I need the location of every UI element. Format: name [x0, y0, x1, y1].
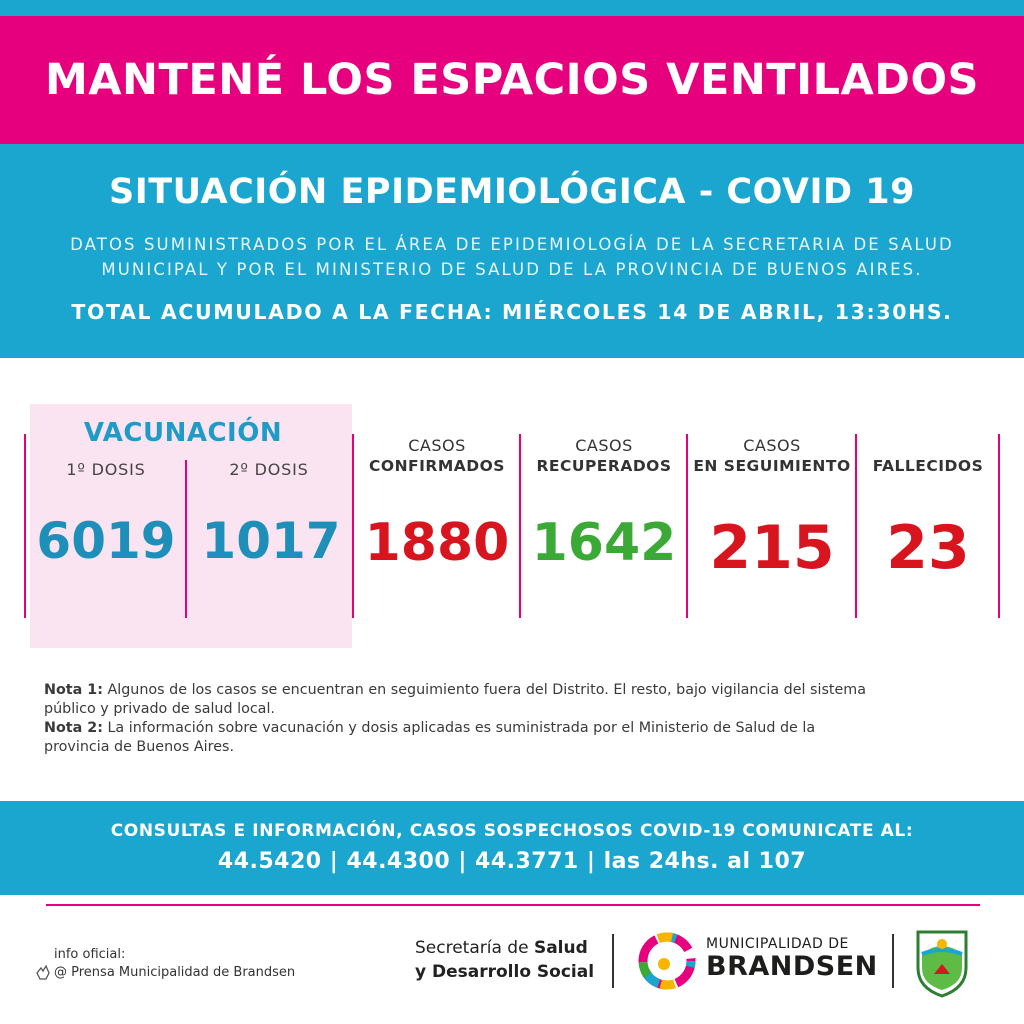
cumulative-date: TOTAL ACUMULADO A LA FECHA: MIÉRCOLES 14 DE ABRIL, 13:30HS. — [71, 300, 953, 324]
vaccination-title: VACUNACIÓN — [83, 418, 283, 448]
seguimiento-value: 215 — [709, 513, 835, 583]
seguimiento-label-line2: EN SEGUIMIENTO — [693, 457, 851, 475]
secretaria-line1 — [415, 936, 594, 960]
contact-phones: 44.5420 | 44.4300 | 44.3771 | las 24hs. al 107 — [217, 849, 807, 874]
dosis1-label: 1º DOSIS — [66, 460, 146, 479]
seguimiento-label-line1: CASOS — [743, 436, 801, 455]
recuperados-label-line2: RECUPERADOS — [536, 457, 672, 475]
fallecidos-label-line2: FALLECIDOS — [872, 457, 984, 475]
banner-title: MANTENÉ LOS ESPACIOS VENTILADOS — [44, 55, 980, 105]
header-subtitle: SITUACIÓN EPIDEMIOLÓGICA - COVID 19 — [109, 172, 915, 212]
confirmados-label — [354, 436, 520, 476]
data-source-text: DATOS SUMINISTRADOS POR EL ÁREA DE EPIDEMIOLOGÍA DE LA SECRETARIA DE SALUD MUNICIPAL Y POR EL MINISTERIO DE SALUD DE LA PROVINCIA DE BUENOS AIRES. — [70, 235, 954, 279]
municipal-line2: BRANDSEN — [706, 951, 878, 982]
confirmados-value: 1880 — [364, 513, 510, 573]
note-2-text: La información sobre vacunación y dosis aplicadas es suministrada por el Ministerio de Salud de la provincia de Buenos Aires. — [44, 720, 816, 755]
recuperados-value: 1642 — [531, 513, 677, 573]
epidemiological-header — [0, 144, 1024, 358]
confirmados-label-line1: CASOS — [408, 436, 466, 455]
secretaria-line2 — [415, 960, 594, 984]
municipal-line1: MUNICIPALIDAD DE — [706, 936, 849, 952]
info-label: info oficial: — [54, 947, 126, 962]
notes-block — [44, 681, 874, 757]
info-handle-row[interactable] — [34, 964, 295, 982]
fallecidos-value: 23 — [886, 513, 970, 583]
municipal-name — [706, 936, 878, 982]
brandsen-crest-icon — [912, 924, 972, 1000]
facebook-icon — [34, 964, 52, 982]
secretaria-logo — [415, 936, 594, 984]
seguimiento-label — [688, 436, 856, 476]
footer-divider — [46, 904, 980, 906]
dosis1-value: 6019 — [36, 512, 176, 570]
note-1-label: Nota 1: — [44, 682, 103, 698]
recuperados-label — [521, 436, 687, 476]
fallecidos-label — [857, 456, 999, 476]
footer-separator-1 — [612, 934, 614, 988]
footer-separator-2 — [892, 934, 894, 988]
top-stripe — [0, 0, 1024, 16]
note-2-label: Nota 2: — [44, 720, 103, 736]
info-handle: @ Prensa Municipalidad de Brandsen — [54, 965, 296, 980]
note-2 — [44, 719, 874, 757]
confirmados-label-line2: CONFIRMADOS — [369, 457, 505, 475]
info-oficial — [34, 946, 295, 982]
recuperados-label-line1: CASOS — [575, 436, 633, 455]
contact-band — [0, 801, 1024, 895]
contact-line1: CONSULTAS E INFORMACIÓN, CASOS SOSPECHOSOS COVID-19 COMUNICATE AL: — [110, 821, 914, 841]
dosis2-value: 1017 — [201, 512, 341, 570]
secretaria-salud: Salud — [533, 938, 588, 958]
secretaria-prefix: Secretaría de — [415, 938, 534, 958]
note-1 — [44, 681, 874, 719]
secretaria-desarrollo: y Desarrollo Social — [415, 962, 595, 982]
note-1-text: Algunos de los casos se encuentran en seguimiento fuera del Distrito. El resto, bajo vigilancia del sistema público y privado de salud local. — [44, 682, 866, 717]
dosis2-label: 2º DOSIS — [229, 460, 309, 479]
municipal-logo-icon — [634, 928, 700, 994]
ventilation-banner — [0, 16, 1024, 144]
